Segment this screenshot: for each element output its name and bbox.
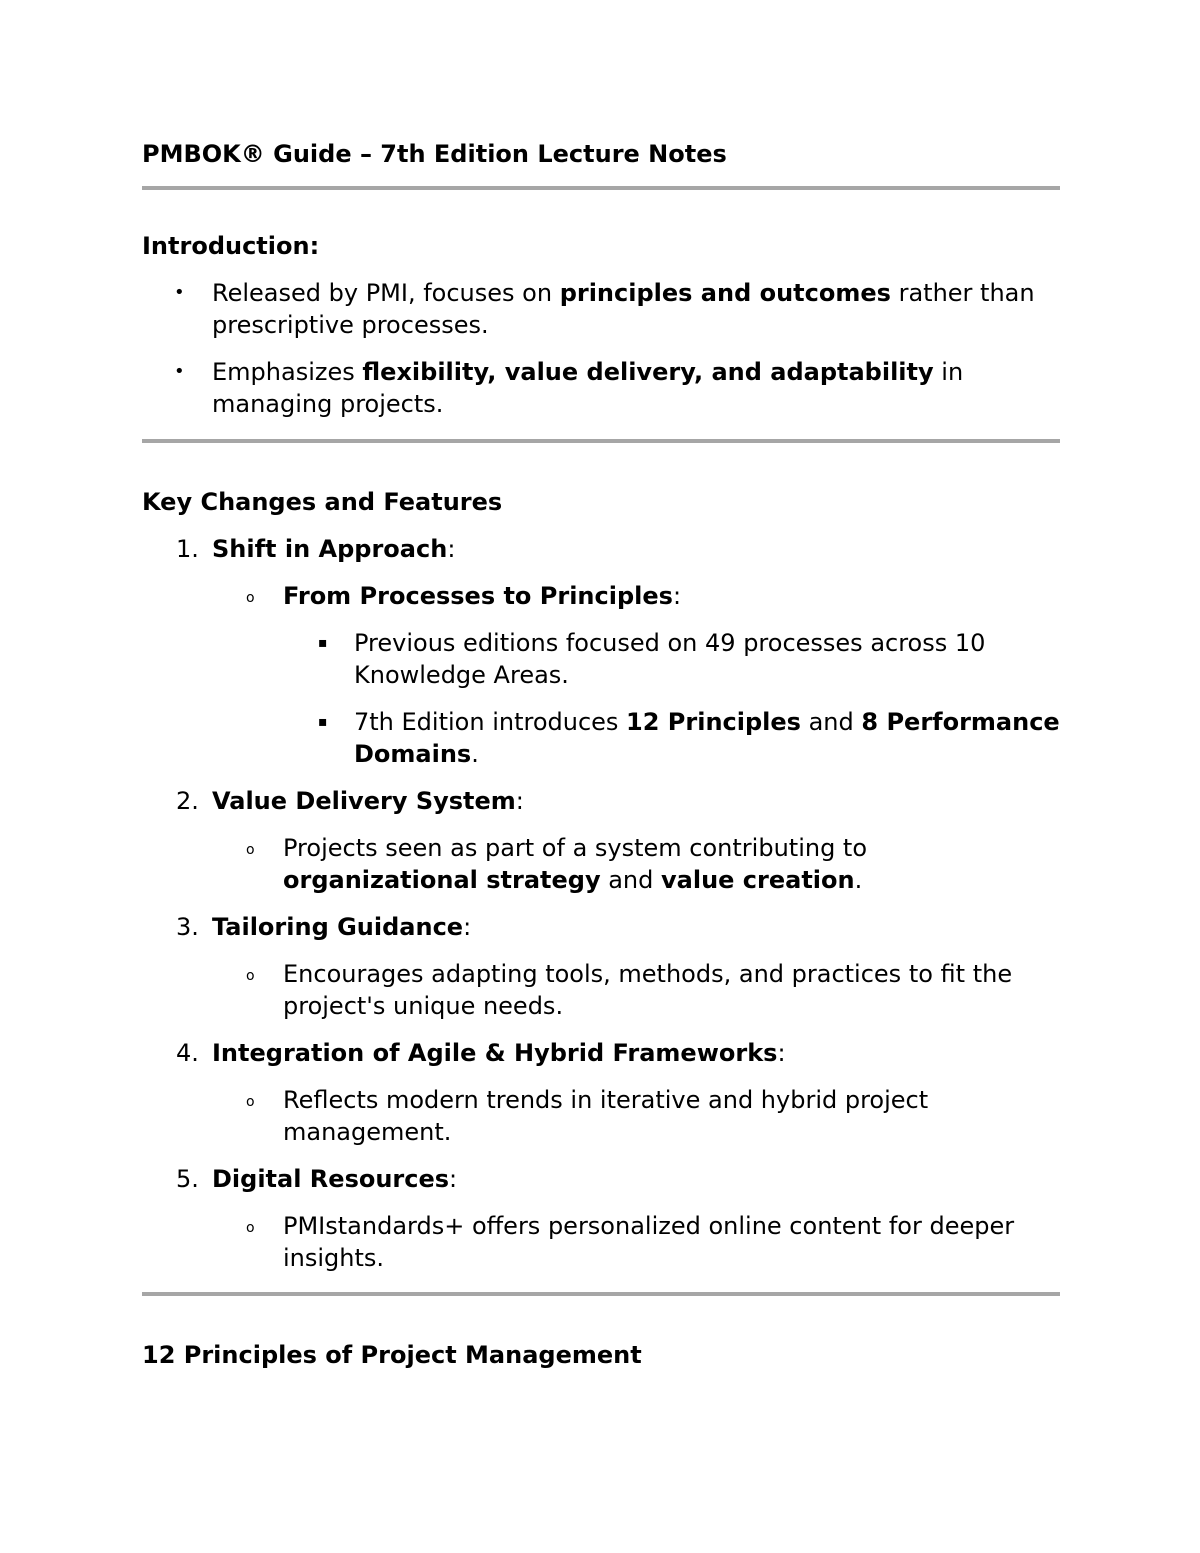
circle-bullet-icon: o (246, 842, 255, 858)
page-title: PMBOK® Guide – 7th Edition Lecture Notes (142, 140, 727, 168)
list-item: • Released by PMI, focuses on principles and outcomes rather than prescriptive processes. (174, 279, 1035, 339)
sub-list-item: o Projects seen as part of a system contributing to organizational strategy and value creation. (246, 834, 868, 894)
square-bullet-icon: ▪ (318, 635, 328, 651)
item-number: 4. (176, 1039, 199, 1067)
numbered-item: 2. Value Delivery System: (176, 787, 524, 815)
bullet-icon: • (174, 361, 185, 382)
sub-sub-list-item: ▪ Previous editions focused on 49 processes across 10 Knowledge Areas. (318, 629, 986, 689)
numbered-item: 4. Integration of Agile & Hybrid Frameworks: (176, 1039, 786, 1067)
sub-list-item: o PMIstandards+ offers personalized online content for deeper insights. (246, 1212, 1015, 1272)
item-number: 2. (176, 787, 199, 815)
circle-bullet-icon: o (246, 1094, 255, 1110)
intro-heading: Introduction: (142, 232, 320, 260)
item-number: 1. (176, 535, 199, 563)
document-page (142, 138, 1060, 1371)
item-number: 3. (176, 913, 199, 941)
bullet-icon: • (174, 282, 185, 303)
numbered-item: 3. Tailoring Guidance: (176, 913, 472, 941)
circle-bullet-icon: o (246, 1220, 255, 1236)
circle-bullet-icon: o (246, 590, 255, 606)
section-heading: 12 Principles of Project Management (142, 1341, 642, 1369)
list-item: • Emphasizes flexibility, value delivery, and adaptability in managing projects. (174, 358, 964, 418)
sub-list-item: o Encourages adapting tools, methods, and practices to fit the project's unique needs. (246, 960, 1013, 1020)
section-heading: Key Changes and Features (142, 488, 503, 516)
circle-bullet-icon: o (246, 968, 255, 984)
square-bullet-icon: ▪ (318, 714, 328, 730)
item-number: 5. (176, 1165, 199, 1193)
numbered-item: 5. Digital Resources: (176, 1165, 458, 1193)
sub-list-item: o From Processes to Principles: (142, 580, 1060, 612)
sub-list-item: o Reflects modern trends in iterative and hybrid project management. (246, 1086, 929, 1146)
sub-sub-list-item: ▪ 7th Edition introduces 12 Principles and 8 Performance Domains. (318, 708, 1060, 768)
numbered-item: 1. Shift in Approach: (176, 535, 456, 563)
